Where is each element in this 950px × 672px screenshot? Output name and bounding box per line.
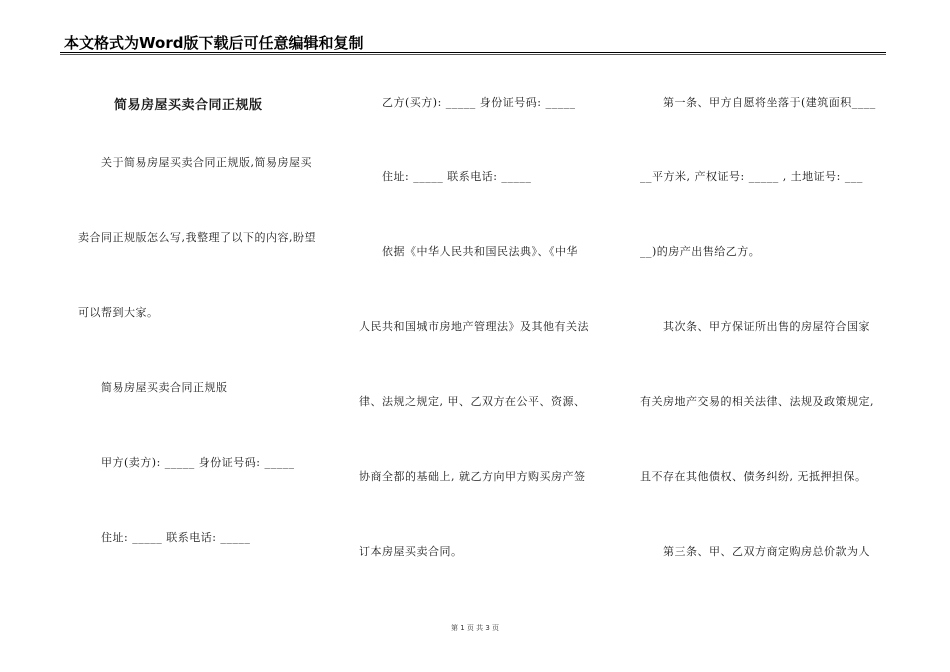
paragraph-line: 住址: _____ 联系电话: _____ xyxy=(101,531,251,544)
paragraph-line: 卖合同正规版怎么写,我整理了以下的内容,盼望 xyxy=(78,231,316,244)
paragraph-line: 其次条、甲方保证所出售的房屋符合国家 xyxy=(663,320,870,333)
header-banner: 本文格式为Word版下载后可任意编辑和复制 xyxy=(64,34,364,52)
paragraph-line: 协商全都的基础上, 就乙方向甲方购买房产签 xyxy=(359,470,586,483)
paragraph-line: __)的房产出售给乙方。 xyxy=(640,245,761,258)
page-number: 第 1 页 共 3 页 xyxy=(450,624,500,632)
header-rule xyxy=(60,52,886,53)
paragraph-line: 住址: _____ 联系电话: _____ xyxy=(382,170,532,183)
paragraph-line: 第一条、甲方自愿将坐落于(建筑面积____ xyxy=(663,96,876,109)
header-rule-thin xyxy=(60,54,886,55)
paragraph-line: 关于简易房屋买卖合同正规版,简易房屋买 xyxy=(101,156,312,169)
paragraph-line: 律、法规之规定, 甲、乙双方在公平、资源、 xyxy=(359,395,586,408)
paragraph-line: 乙方(买方): _____ 身份证号码: _____ xyxy=(382,96,576,109)
document-title: 简易房屋买卖合同正规版 xyxy=(114,98,263,113)
paragraph-line: 有关房地产交易的相关法律、法规及政策规定, xyxy=(640,395,874,408)
paragraph-line: 第三条、甲、乙双方商定购房总价款为人 xyxy=(663,545,870,558)
paragraph-line: 甲方(卖方): _____ 身份证号码: _____ xyxy=(101,456,295,469)
paragraph-line: 且不存在其他债权、债务纠纷, 无抵押担保。 xyxy=(640,470,867,483)
paragraph-line: 可以帮到大家。 xyxy=(78,306,159,319)
paragraph-line: __平方米, 产权证号: _____ , 土地证号: ___ xyxy=(640,170,863,183)
paragraph-line: 人民共和国城市房地产管理法》及其他有关法 xyxy=(359,320,589,333)
paragraph-line: 简易房屋买卖合同正规版 xyxy=(101,381,228,394)
paragraph-line: 订本房屋买卖合同。 xyxy=(359,545,463,558)
paragraph-line: 依据《中华人民共和国民法典》、《中华 xyxy=(382,245,578,258)
